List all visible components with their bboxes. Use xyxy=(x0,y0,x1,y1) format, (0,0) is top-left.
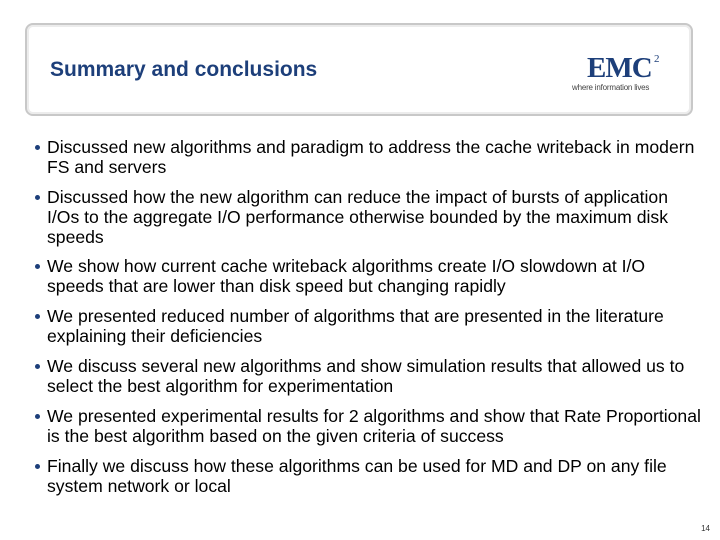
bullet-text: Discussed new algorithms and paradigm to address the cache writeback in modern FS and servers xyxy=(47,137,695,177)
bullet-dot-icon xyxy=(35,195,40,200)
bullet-item xyxy=(35,306,705,346)
bullet-dot-icon xyxy=(35,264,40,269)
bullet-item xyxy=(35,406,705,446)
bullet-dot-icon xyxy=(35,464,40,469)
bullet-item xyxy=(35,256,705,296)
bullet-item xyxy=(35,187,705,247)
bullet-list xyxy=(35,137,705,506)
emc-logo xyxy=(572,53,682,95)
bullet-text: We discuss several new algorithms and show simulation results that allowed us to select the best algorithm for experimentation xyxy=(47,356,685,396)
bullet-text: We presented reduced number of algorithms that are presented in the literature explaining their deficiencies xyxy=(47,306,664,346)
page-title: Summary and conclusions xyxy=(50,58,318,81)
logo-mark: EMC xyxy=(587,52,652,84)
bullet-item xyxy=(35,137,705,177)
bullet-item xyxy=(35,356,705,396)
logo-tagline: where information lives xyxy=(572,83,650,92)
bullet-text: Discussed how the new algorithm can reduce the impact of bursts of application I/Os to the aggregate I/O performance otherwise bounded by the maximum disk speeds xyxy=(47,187,668,247)
bullet-dot-icon xyxy=(35,364,40,369)
bullet-item xyxy=(35,456,705,496)
page-number: 14 xyxy=(701,524,710,533)
bullet-dot-icon xyxy=(35,314,40,319)
bullet-text: We presented experimental results for 2 algorithms and show that Rate Proportional is the best algorithm based on the given criteria of success xyxy=(47,406,701,446)
logo-superscript: 2 xyxy=(654,53,660,65)
bullet-dot-icon xyxy=(35,145,40,150)
bullet-text: Finally we discuss how these algorithms can be used for MD and DP on any file system network or local xyxy=(47,456,667,496)
bullet-text: We show how current cache writeback algorithms create I/O slowdown at I/O speeds that are lower than disk speed but changing rapidly xyxy=(47,256,646,296)
bullet-dot-icon xyxy=(35,414,40,419)
header-box xyxy=(25,23,693,116)
